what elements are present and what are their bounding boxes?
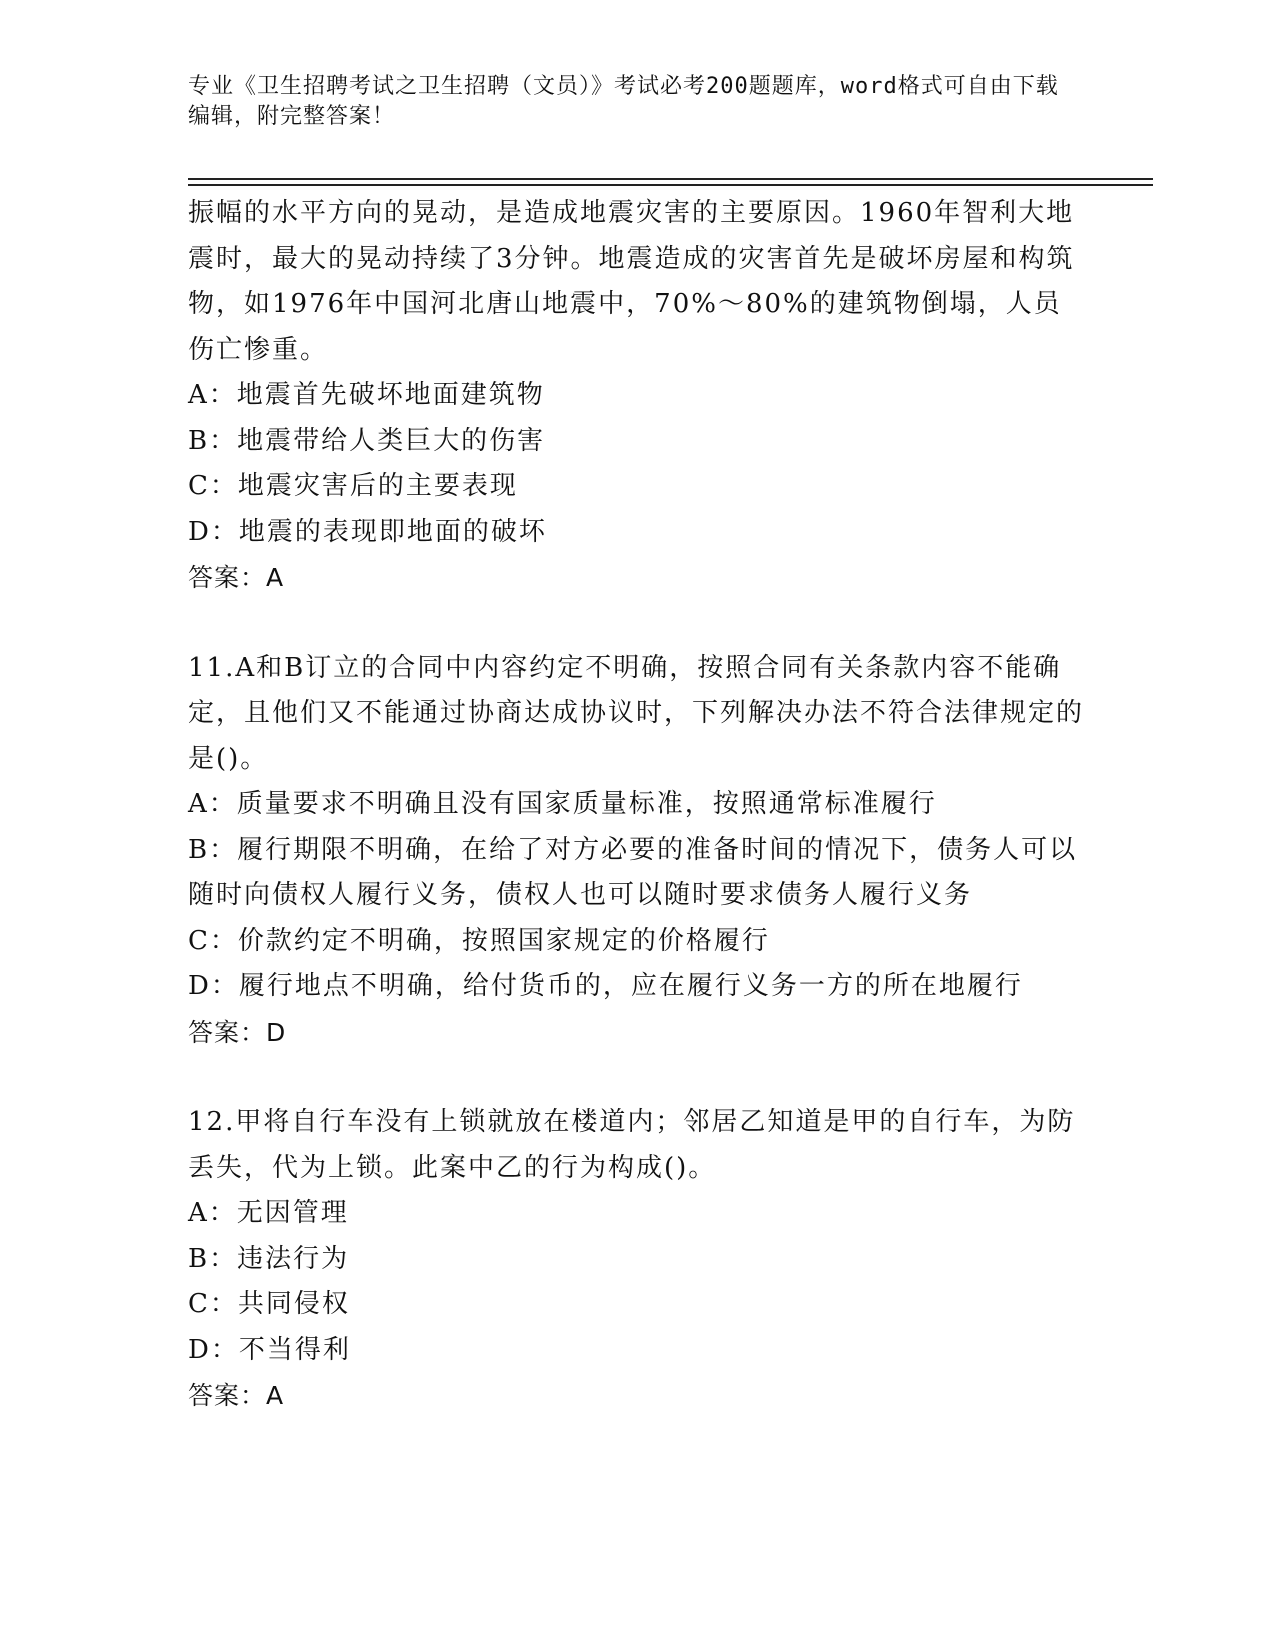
- header-divider-top: [188, 178, 1153, 180]
- option-a: A：质量要求不明确且没有国家质量标准，按照通常标准履行: [188, 789, 937, 819]
- answer-line: 答案：A: [188, 563, 285, 592]
- option-d: D：地震的表现即地面的破坏: [188, 516, 547, 547]
- option-a: A：地震首先破坏地面建筑物: [188, 380, 545, 410]
- option-c: C：共同侵权: [188, 1289, 350, 1319]
- option-d: D：履行地点不明确，给付货币的，应在履行义务一方的所在地履行: [188, 971, 1023, 1001]
- document-header: 专业《卫生招聘考试之卫生招聘（文员）》考试必考200题题库，word格式可自由下载编辑，附完整答案！: [188, 74, 1059, 129]
- option-c: C：价款约定不明确，按照国家规定的价格履行: [188, 925, 770, 956]
- question-stem: 振幅的水平方向的晃动，是造成地震灾害的主要原因。1960年智利大地震时，最大的晃动持续了3分钟。地震造成的灾害首先是破坏房屋和构筑物，如1976年中国河北唐山地震中，70%～80%的建筑物倒塌，人员伤亡惨重。: [188, 198, 1075, 365]
- answer-line: 答案：A: [188, 1381, 285, 1410]
- option-b: B：地震带给人类巨大的伤害: [188, 425, 546, 456]
- question-stem: 11.A和B订立的合同中内容约定不明确，按照合同有关条款内容不能确定，且他们又不能通过协商达成协议时，下列解决办法不符合法律规定的是()。: [188, 652, 1085, 774]
- document-content: [188, 191, 1088, 1419]
- option-a: A：无因管理: [188, 1198, 349, 1228]
- answer-line: 答案：D: [188, 1017, 287, 1047]
- header-divider-bottom: [188, 184, 1153, 186]
- option-b: B：违法行为: [188, 1243, 350, 1274]
- option-b: B：履行期限不明确，在给了对方必要的准备时间的情况下，债务人可以随时向债权人履行义务，债权人也可以随时要求债务人履行义务: [188, 834, 1078, 910]
- question-10: [188, 191, 1088, 601]
- question-stem: 12.甲将自行车没有上锁就放在楼道内；邻居乙知道是甲的自行车，为防丢失，代为上锁。此案中乙的行为构成()。: [188, 1107, 1076, 1183]
- question-12: [188, 1100, 1088, 1419]
- question-11: [188, 646, 1088, 1056]
- option-d: D：不当得利: [188, 1334, 351, 1365]
- option-c: C：地震灾害后的主要表现: [188, 471, 518, 501]
